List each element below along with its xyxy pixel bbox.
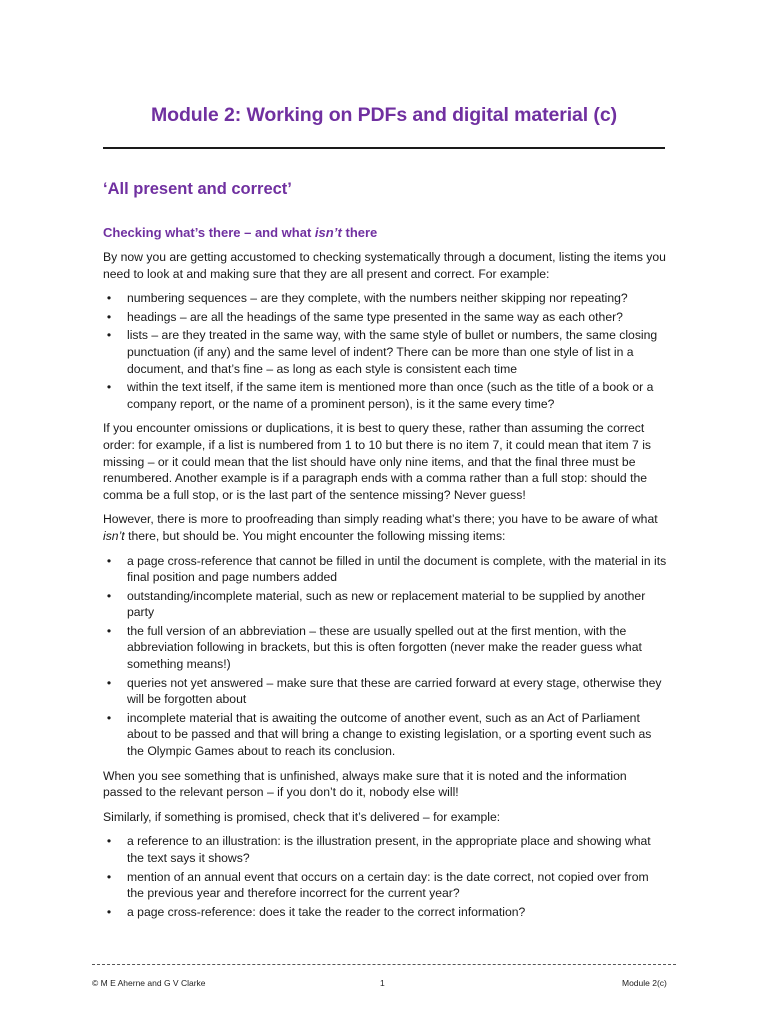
list-item — [103, 833, 668, 866]
paragraph-emphasis: isn’t — [103, 528, 125, 543]
list-item — [103, 379, 668, 412]
list-item — [103, 327, 668, 377]
list-item — [103, 904, 668, 921]
paragraph-missing-items — [103, 511, 668, 544]
footer-divider — [92, 964, 676, 965]
subheading-text-pre: Checking what’s there – and what — [103, 225, 315, 240]
footer-module: Module 2(c) — [622, 978, 667, 988]
bullet-icon: • — [106, 291, 112, 306]
list-item — [103, 588, 668, 621]
footer-page-number: 1 — [380, 978, 385, 988]
list-item-text: numbering sequences – are they complete, with the numbers neither skipping nor repeating? — [127, 291, 628, 306]
paragraph-text-pre: However, there is more to proofreading than simply reading what’s there; you have to be aware of what — [103, 512, 658, 527]
list-item-text: mention of an annual event that occurs on a certain day: is the date correct, not copied over from the previous year and therefore incorrect for the current year? — [127, 869, 649, 901]
list-item-text: incomplete material that is awaiting the outcome of another event, such as an Act of Parliament about to be passed and that will bring a change to existing legislation, or a sporting event such as the Olympic Games about to reach its conclusion. — [127, 710, 652, 759]
bullet-icon: • — [106, 675, 112, 690]
bullet-icon: • — [106, 710, 112, 725]
list-item-text: a page cross-reference: does it take the reader to the correct information? — [127, 904, 526, 919]
list-item-text: headings – are all the headings of the same type presented in the same way as each other? — [127, 309, 623, 324]
body-text — [103, 249, 668, 928]
bullet-icon: • — [106, 553, 112, 568]
paragraph-promised: Similarly, if something is promised, check that it’s delivered – for example: — [103, 809, 501, 824]
list-item — [103, 623, 668, 673]
section-heading: ‘All present and correct’ — [103, 180, 292, 198]
checklist-promised — [103, 833, 668, 920]
paragraph-unfinished: When you see something that is unfinished, always make sure that it is noted and the information passed to the relevant person – if you don’t do it, nobody else will! — [103, 768, 627, 800]
page-title: Module 2: Working on PDFs and digital material (c) — [151, 104, 617, 126]
bullet-icon: • — [106, 309, 112, 324]
subheading-emphasis: isn’t — [314, 225, 342, 240]
checklist-missing-items — [103, 553, 668, 760]
title-divider — [103, 147, 665, 149]
list-item-text: within the text itself, if the same item is mentioned more than once (such as the title of a book or a company report, or the name of a prominent person), is it the same every time? — [127, 380, 654, 411]
bullet-icon: • — [106, 869, 112, 884]
subheading-text-post: there — [341, 225, 378, 240]
bullet-icon: • — [106, 380, 112, 395]
bullet-icon: • — [106, 623, 112, 638]
section-subheading — [103, 225, 377, 240]
list-item — [103, 309, 668, 326]
list-item-text: a reference to an illustration: is the illustration present, in the appropriate place and showing what the text says it shows? — [127, 834, 651, 865]
list-item-text: the full version of an abbreviation – these are usually spelled out at the first mention, with the abbreviation following in brackets, but this is often forgotten (never make the reader guess what something means!) — [127, 623, 642, 672]
checklist-consistency — [103, 290, 668, 412]
paragraph-intro: By now you are getting accustomed to checking systematically through a document, listing the items you need to look at and making sure that they are all present and correct. For example: — [103, 250, 666, 281]
list-item-text: lists – are they treated in the same way, with the same style of bullet or numbers, the same closing punctuation (if any) and the same level of indent? There can be more than one style of list in a document, and that’s fine – as long as each style is consistent each time — [127, 328, 658, 376]
list-item — [103, 675, 668, 708]
list-item — [103, 710, 668, 760]
footer-copyright: © M E Aherne and G V Clarke — [92, 978, 206, 988]
list-item — [103, 869, 668, 902]
bullet-icon: • — [106, 588, 112, 603]
paragraph-omissions: If you encounter omissions or duplications, it is best to query these, rather than assuming the correct order: for example, if a list is numbered from 1 to 10 but there is no item 7, it could mean that item 7 is missing – or it could mean that the list should have only nine items, and that the final three must be renumbered. Another example is if a paragraph ends with a comma rather than a full stop: should the comma be a full stop, or is the last part of the sentence missing? Never guess! — [103, 421, 652, 502]
list-item — [103, 290, 668, 307]
bullet-icon: • — [106, 834, 112, 849]
list-item-text: a page cross-reference that cannot be filled in until the document is complete, with the material in its final position and page numbers added — [127, 553, 667, 585]
bullet-icon: • — [106, 328, 112, 343]
list-item-text: queries not yet answered – make sure that these are carried forward at every stage, otherwise they will be forgotten about — [127, 675, 662, 707]
bullet-icon: • — [106, 904, 112, 919]
list-item — [103, 553, 668, 586]
paragraph-text-post: there, but should be. You might encounter the following missing items: — [124, 528, 506, 543]
list-item-text: outstanding/incomplete material, such as new or replacement material to be supplied by another party — [127, 588, 646, 620]
